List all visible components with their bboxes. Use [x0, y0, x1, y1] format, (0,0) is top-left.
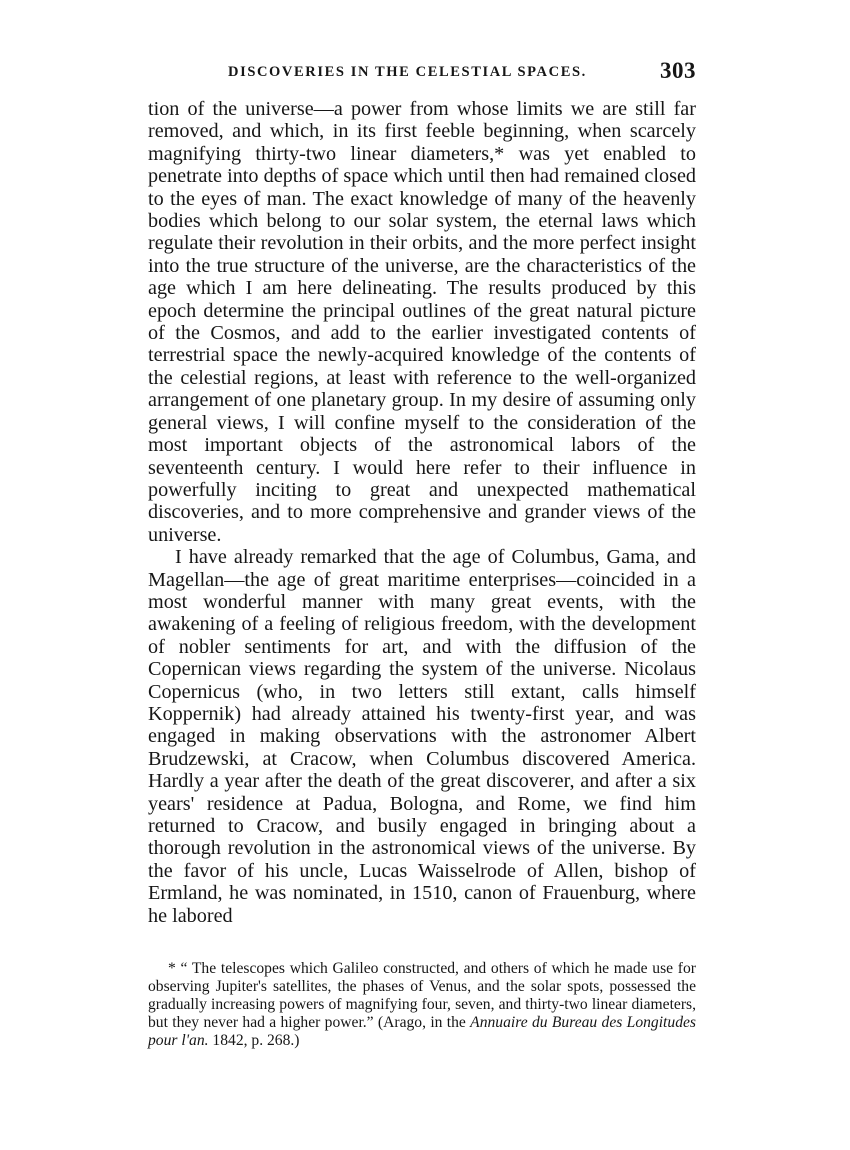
- running-title: DISCOVERIES IN THE CELESTIAL SPACES.: [228, 64, 587, 80]
- page-number: 303: [660, 58, 696, 83]
- footnote: [148, 960, 696, 1050]
- footnote-citation: 1842, p. 268.): [208, 1032, 300, 1050]
- book-page: [148, 58, 696, 1050]
- running-head: [148, 58, 696, 98]
- footnote-italic-title: Annuaire du Bureau des Longitudes pour l'an.: [148, 1014, 696, 1050]
- paragraph-continued: tion of the universe—a power from whose limits we are still far removed, and which, in its first feeble beginning, when scarcely magnifying thirty-two linear diameters,* was yet enabled to penetrate into depths of space which until then had remained closed to the eyes of man. The exact knowledge of many of the heavenly bodies which belong to our solar system, the eternal laws which regulate their revolution in their orbits, and the more perfect insight into the true structure of the universe, are the characteristics of the age which I am here delineating. The results produced by this epoch determine the principal outlines of the great natural picture of the Cosmos, and add to the earlier investigated contents of terrestrial space the newly-acquired knowledge of the contents of the celestial regions, at least with reference to the well-organized arrangement of one planetary group. In my desire of assuming only general views, I will confine myself to the consideration of the most important objects of the astronomical labors of the seventeenth century. I would here refer to their influence in powerfully inciting to great and unexpected mathematical discoveries, and to more comprehensive and grander views of the universe.: [148, 98, 696, 546]
- footnote-text-main: * “ The telescopes which Galileo constructed, and others of which he made use for observing Jupiter's satellites, the phases of Venus, and the solar spots, possessed the gradually increasing powers of magnifying four, seven, and thirty-two linear diameters, but they never had a higher power.” (Arago, in the: [148, 960, 696, 1032]
- paragraph-copernicus: I have already remarked that the age of Columbus, Gama, and Magellan—the age of great maritime enterprises—coincided in a most wonderful manner with many great events, with the awakening of a feeling of religious freedom, with the development of nobler sentiments for art, and with the diffusion of the Copernican views regarding the system of the universe. Nicolaus Copernicus (who, in two letters still extant, calls himself Koppernik) had already attained his twenty-first year, and was engaged in making observations with the astronomer Albert Brudzewski, at Cracow, when Columbus discovered America. Hardly a year after the death of the great discoverer, and after a six years' residence at Padua, Bologna, and Rome, we find him returned to Cracow, and busily engaged in bringing about a thorough revolution in the astronomical views of the universe. By the favor of his uncle, Lucas Waisselrode of Allen, bishop of Ermland, he was nominated, in 1510, canon of Frauenburg, where he labored: [148, 546, 696, 927]
- footnote-text: [148, 960, 696, 1050]
- body-text: [148, 98, 696, 927]
